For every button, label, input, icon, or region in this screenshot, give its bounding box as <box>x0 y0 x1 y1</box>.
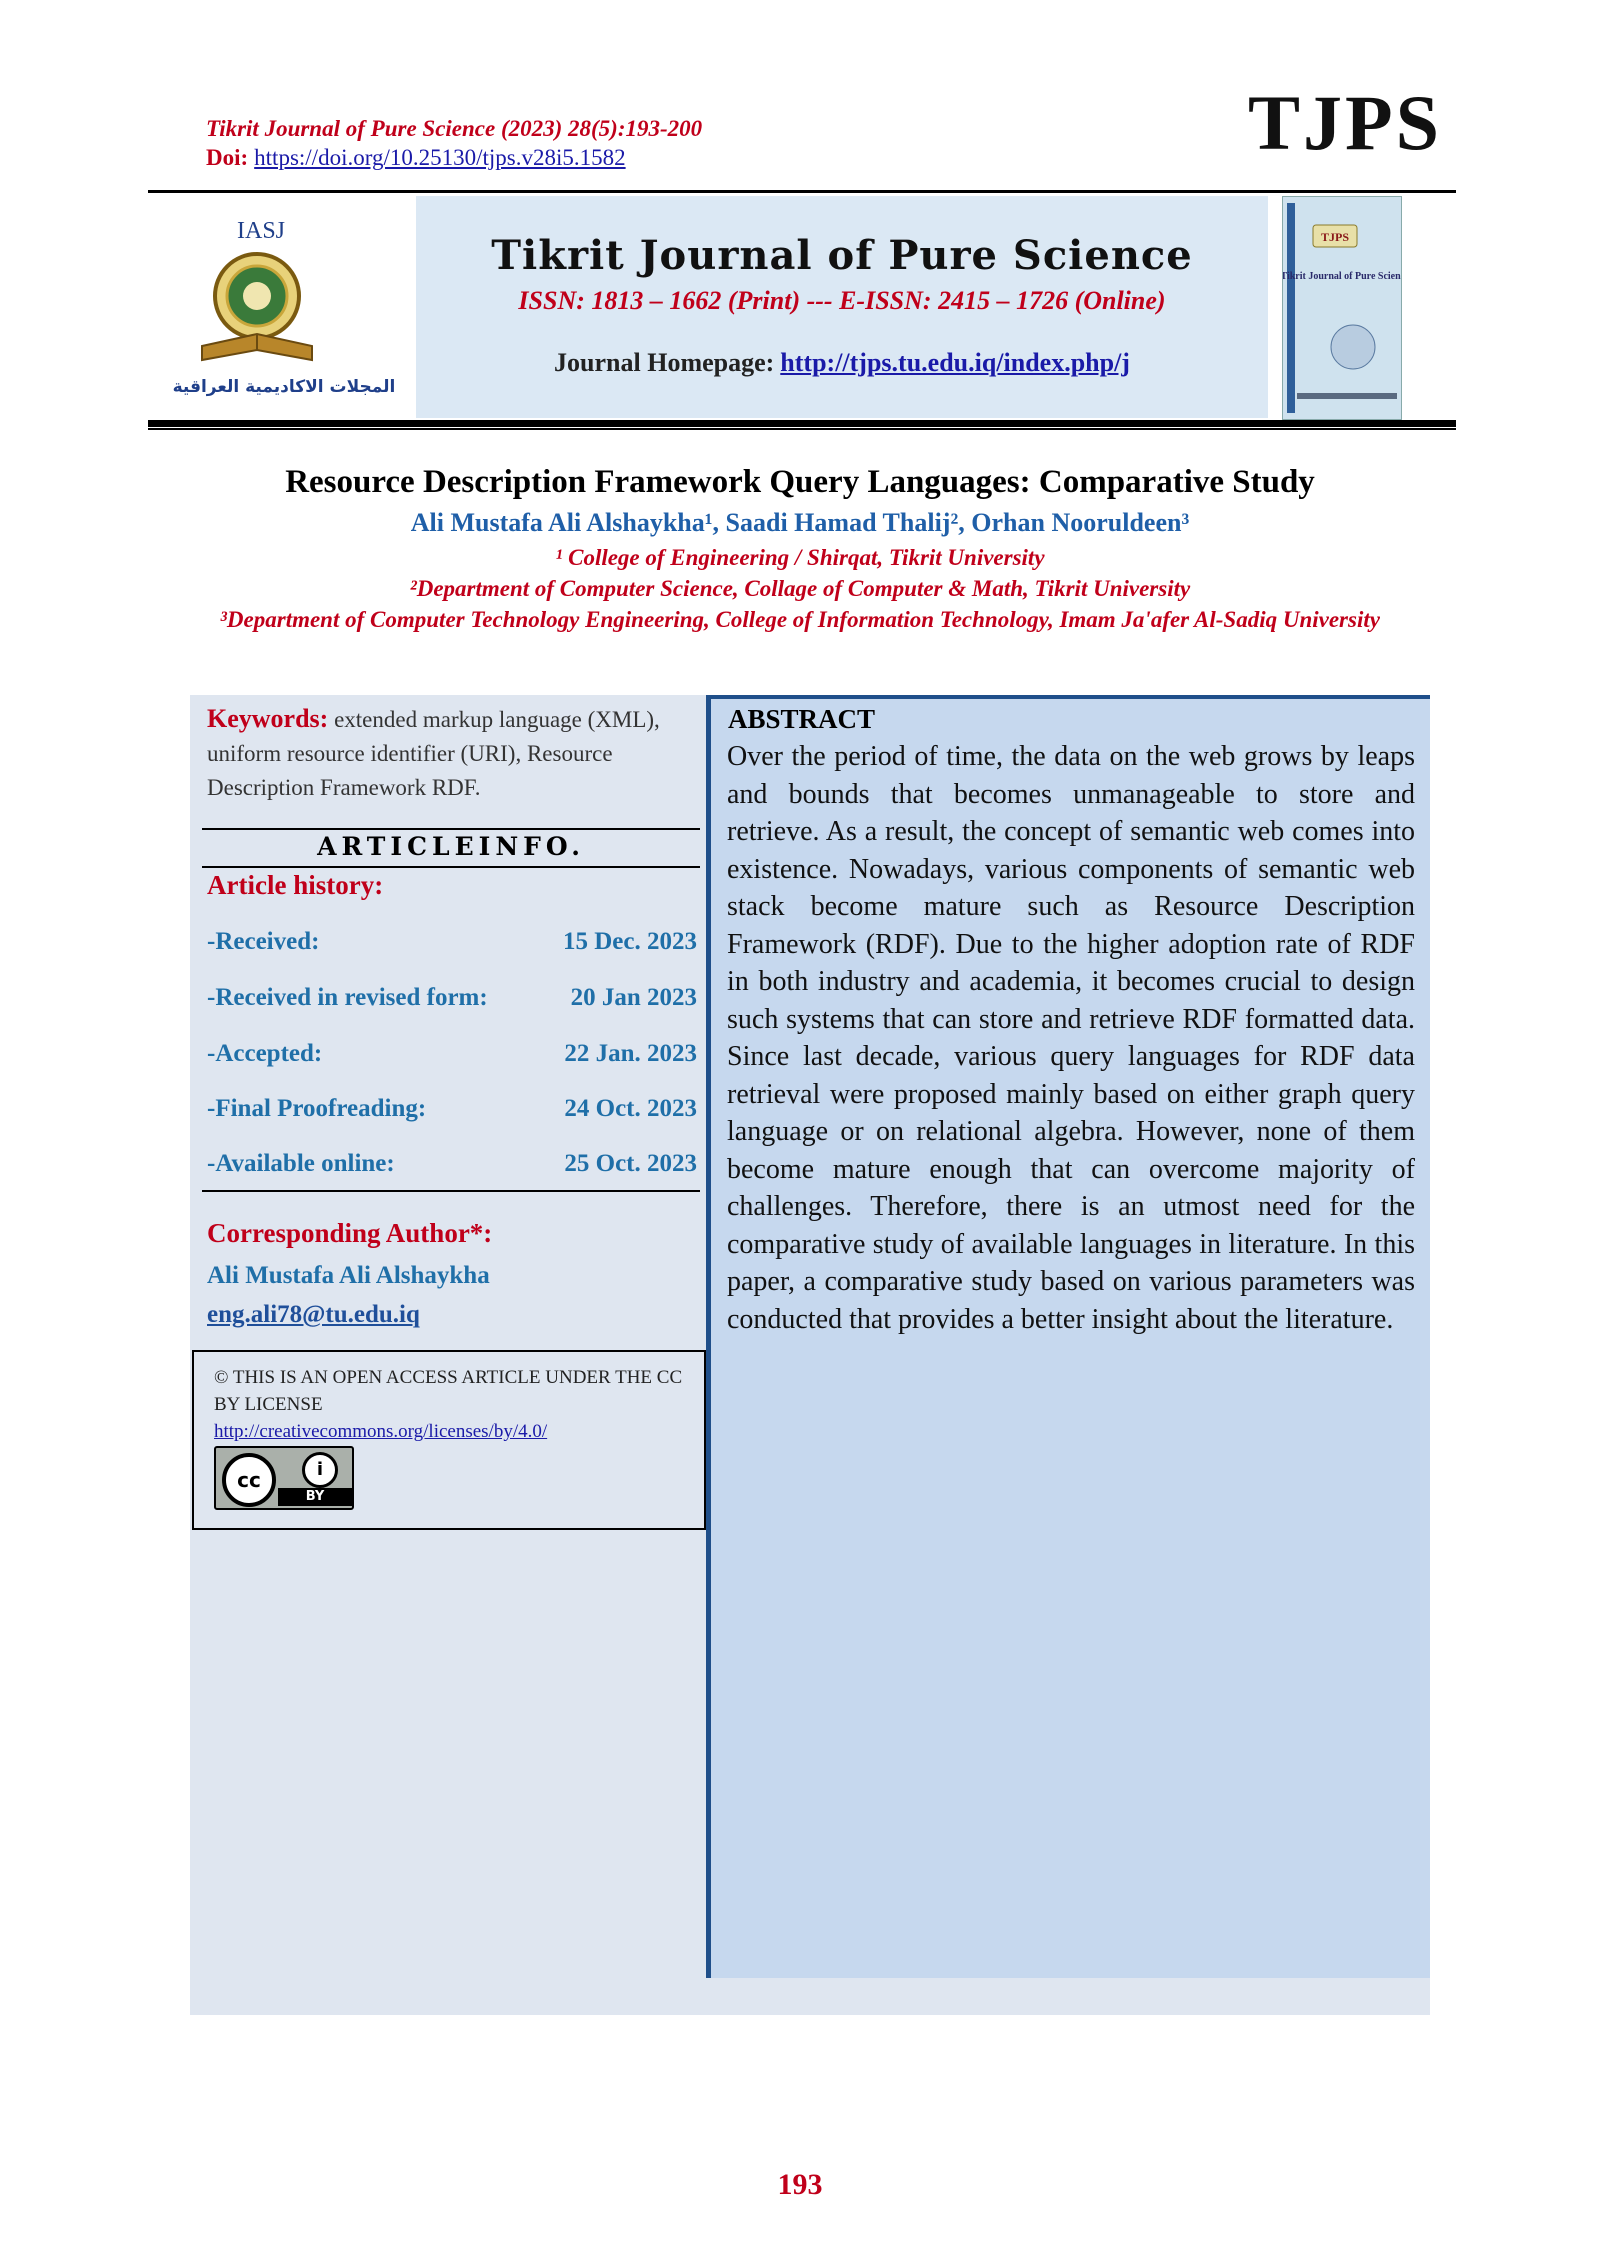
affiliation-1: ¹ College of Engineering / Shirqat, Tikrit University <box>555 545 1045 570</box>
history-row-label: -Received: <box>207 928 320 955</box>
article-info-rule-bottom <box>202 1190 700 1192</box>
panel-bottom-strip <box>190 1978 1430 2015</box>
cc-by-badge[interactable] <box>214 1446 354 1510</box>
affiliation-2: ²Department of Computer Science, Collage of Computer & Math, Tikrit University <box>409 576 1191 601</box>
history-row-date: 22 Jan. 2023 <box>564 1040 697 1067</box>
logo-top-text: IASJ <box>237 218 286 244</box>
license-text-block <box>214 1364 694 1445</box>
history-row <box>207 1040 697 1068</box>
logo-bottom-text: المجلات الاكاديمية العراقية <box>172 377 396 397</box>
history-row-label: -Final Proofreading: <box>207 1095 427 1122</box>
history-row-label: -Accepted: <box>207 1040 323 1067</box>
history-row-date: 15 Dec. 2023 <box>563 928 697 955</box>
paper-authors: Ali Mustafa Ali Alshaykha¹, Saadi Hamad Thalij², Orhan Nooruldeen³ <box>410 508 1190 537</box>
doi-line <box>206 145 626 171</box>
corresponding-author-label: Corresponding Author*: <box>207 1218 493 1248</box>
journal-brand: TJPS <box>1247 79 1442 166</box>
cover-title: Tikrit Journal of Pure Science <box>1283 271 1401 282</box>
article-history-label: Article history: <box>207 870 384 900</box>
banner-rule-thick <box>148 420 1456 427</box>
abstract-heading: ABSTRACT <box>728 704 876 734</box>
keywords-text: extended markup language (XML), uniform resource identifier (URI), Resource Description Framework RDF. <box>207 707 660 800</box>
keywords-block <box>207 702 687 805</box>
journal-banner <box>148 196 1456 418</box>
history-row-date: 24 Oct. 2023 <box>564 1095 697 1122</box>
license-link[interactable]: http://creativecommons.org/licenses/by/4.0/ <box>214 1421 548 1442</box>
history-row-label: -Available online: <box>207 1150 395 1177</box>
corresponding-author-name: Ali Mustafa Ali Alshaykha <box>207 1262 490 1289</box>
journal-citation: Tikrit Journal of Pure Science (2023) 28(5):193-200 <box>206 116 703 141</box>
history-row-date: 20 Jan 2023 <box>570 984 697 1011</box>
attribution-icon: i <box>302 1452 338 1488</box>
article-info-rule-mid <box>202 866 700 868</box>
issn-line: ISSN: 1813 – 1662 (Print) --- E-ISSN: 2415 – 1726 (Online) <box>518 286 1166 315</box>
doi-link[interactable]: https://doi.org/10.25130/tjps.v28i5.1582 <box>254 145 626 170</box>
history-row <box>207 928 697 956</box>
article-info-heading: ARTICLEINFO. <box>317 832 585 861</box>
journal-homepage <box>416 348 1268 378</box>
banner-center <box>416 196 1268 418</box>
header-rule <box>148 190 1456 193</box>
homepage-label: Journal Homepage: <box>554 348 775 377</box>
history-row-date: 25 Oct. 2023 <box>564 1150 697 1177</box>
email-link[interactable]: eng.ali78@tu.edu.iq <box>207 1301 420 1328</box>
license-box <box>192 1350 706 1530</box>
doi-label: Doi: <box>206 145 249 170</box>
abstract-top-bar <box>711 695 1430 699</box>
page-number: 193 <box>777 2168 823 2201</box>
banner-rule-thin <box>148 428 1456 430</box>
journal-title: Tikrit Journal of Pure Science <box>491 232 1193 279</box>
journal-cover-image <box>1282 196 1402 420</box>
cc-icon: cc <box>222 1453 276 1507</box>
history-row-label: -Received in revised form: <box>207 984 488 1011</box>
history-row <box>207 1095 697 1123</box>
homepage-link[interactable]: http://tjps.tu.edu.iq/index.php/j <box>780 348 1130 377</box>
by-label: BY <box>278 1488 352 1506</box>
history-row <box>207 984 697 1012</box>
affiliation-3: ³Department of Computer Technology Engineering, College of Information Technology, Imam Ja'afer Al-Sadiq University <box>220 607 1380 632</box>
iasj-logo <box>162 216 406 406</box>
paper-title: Resource Description Framework Query Languages: Comparative Study <box>285 464 1315 500</box>
cover-label: TJPS <box>1320 230 1350 244</box>
history-row <box>207 1150 697 1178</box>
keywords-label: Keywords: <box>207 704 329 733</box>
abstract-text: Over the period of time, the data on the web grows by leaps and bounds that becomes unmanageable to store and retrieve. As a result, the concept of semantic web comes into existence. Nowadays, various components of semantic web stack become mature such as Resource Description Framework (RDF). Due to the higher adoption rate of RDF in both industry and academia, it becomes crucial to design such systems that can store and retrieve RDF formatted data. Since last decade, various query languages for RDF data retrieval were proposed mainly based on either graph query language or on relational algebra. However, none of them become mature enough that can overcome majority of challenges. Therefore, there is an utmost need for the comparative study of available languages in literature. In this paper, a comparative study based on various parameters was conducted that provides a better insight about the literature. <box>727 741 1415 1335</box>
license-text: © THIS IS AN OPEN ACCESS ARTICLE UNDER THE CC BY LICENSE <box>214 1367 683 1415</box>
corresponding-author-email <box>207 1301 420 1329</box>
panel-divider <box>706 695 711 1978</box>
article-info-rule-top <box>202 828 700 830</box>
